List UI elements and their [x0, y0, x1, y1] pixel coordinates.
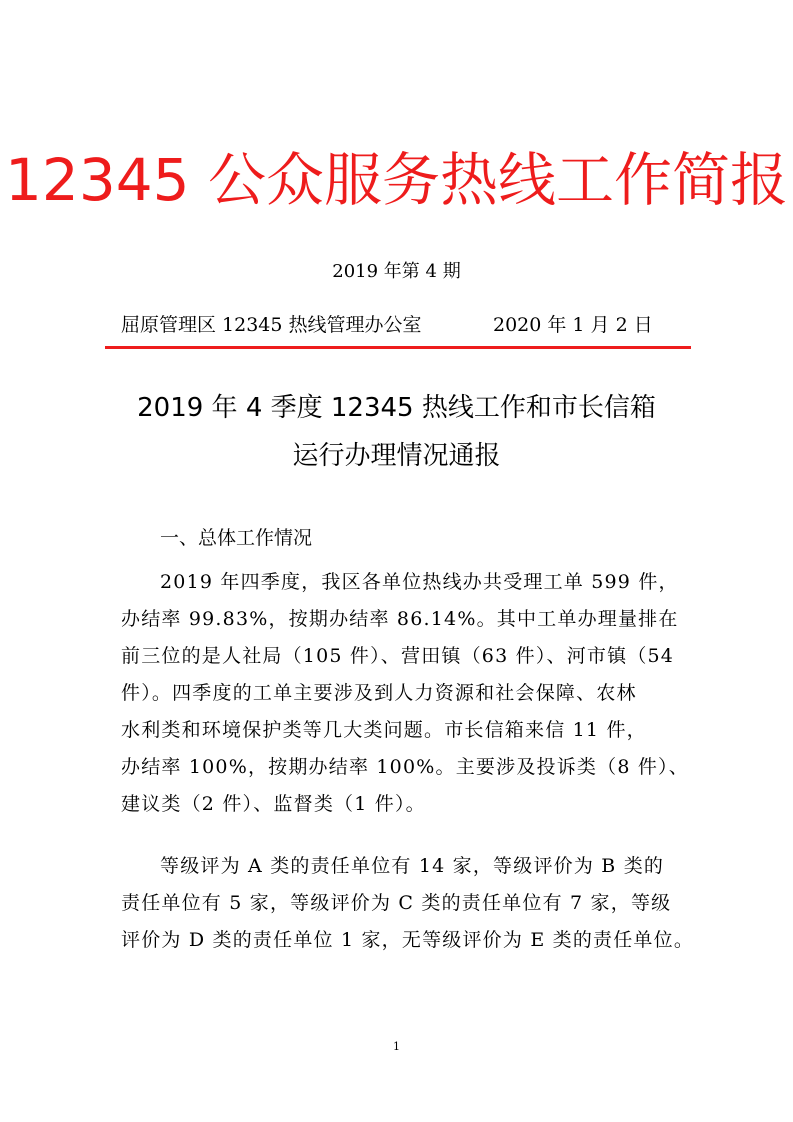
- issue-date: 2020 年 1 月 2 日: [493, 314, 653, 336]
- document-title-line-2: 运行办理情况通报: [292, 441, 501, 471]
- issuer-office: 屈原管理区 12345 热线管理办公室: [121, 314, 422, 336]
- paragraph-line: 前三位的是人社局（105 件）、营田镇（63 件）、河市镇（54: [121, 645, 675, 667]
- paragraph-line: 件）。四季度的工单主要涉及到人力资源和社会保障、农林: [121, 682, 637, 704]
- paragraph-line: 2019 年四季度，我区各单位热线办共受理工单 599 件，: [160, 571, 679, 593]
- paragraph-line: 建议类（2 件）、监督类（1 件）。: [121, 793, 426, 815]
- masthead-title: 12345 公众服务热线工作简报: [5, 146, 788, 214]
- paragraph-line: 责任单位有 5 家，等级评价为 C 类的责任单位有 7 家，等级: [121, 892, 672, 914]
- paragraph-line: 办结率 99.83%，按期办结率 86.14%。其中工单办理量排在: [121, 608, 679, 630]
- masthead-red-rule: [105, 346, 691, 349]
- paragraph-line: 等级评为 A 类的责任单位有 14 家，等级评价为 B 类的: [160, 855, 665, 877]
- document-title-line-1: 2019 年 4 季度 12345 热线工作和市长信箱: [137, 393, 656, 423]
- section-heading: 一、总体工作情况: [160, 527, 313, 549]
- paragraph-line: 评价为 D 类的责任单位 1 家，无等级评价为 E 类的责任单位。: [121, 929, 695, 951]
- page-number: 1: [393, 1040, 400, 1053]
- paragraph-line: 水利类和环境保护类等几大类问题。市长信箱来信 11 件，: [121, 719, 647, 741]
- paragraph-line: 办结率 100%，按期办结率 100%。主要涉及投诉类（8 件）、: [121, 756, 689, 778]
- issue-number: 2019 年第 4 期: [332, 261, 461, 282]
